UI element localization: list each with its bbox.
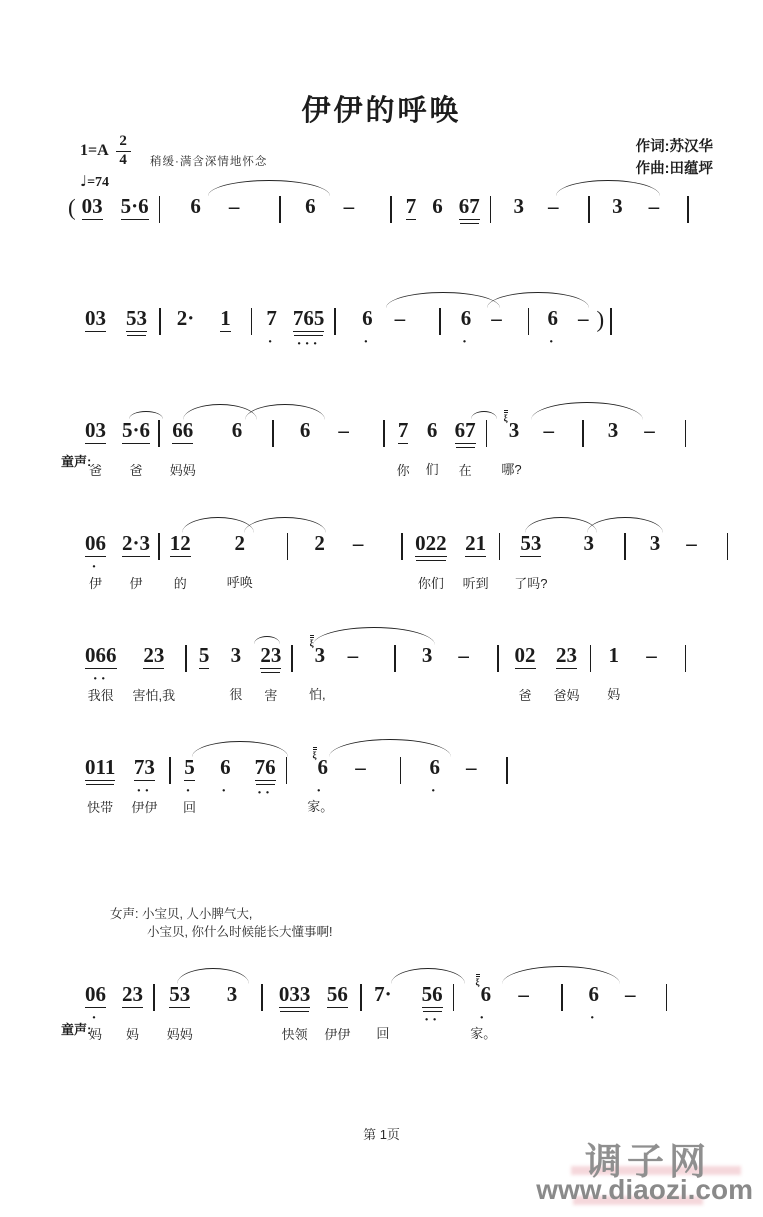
dash-extension: – — [228, 194, 240, 218]
dash-extension: – — [646, 643, 657, 667]
key-signature-block — [80, 134, 131, 191]
note-group: 2 呼唤 — [226, 531, 253, 590]
note-group: 67 — [458, 194, 480, 218]
credits — [636, 137, 713, 181]
note-group: 3 — [649, 531, 661, 555]
lyric-syllable: 家。 — [470, 1026, 497, 1041]
dash-extension: – — [686, 531, 697, 555]
note-group: 6 — [231, 418, 243, 442]
dash-extension: – — [543, 418, 555, 442]
note-group: 53 妈妈 — [166, 982, 193, 1042]
voice-label: 童声: — [61, 1022, 92, 1037]
grace-note: · ξ — [476, 974, 480, 987]
note-group: 03 — [81, 194, 103, 218]
note-group: 6 们 — [425, 418, 439, 477]
dash-extension: – — [458, 643, 469, 667]
dash-extension: – — [491, 306, 502, 330]
barline — [159, 196, 161, 223]
notation-line — [85, 977, 667, 1043]
grace-note: ξ — [504, 410, 508, 423]
notation-line — [85, 533, 728, 592]
dash-extension: – — [347, 643, 359, 667]
dash-extension: – — [343, 194, 355, 218]
lyric-syllable: 我很 — [87, 688, 114, 703]
barline — [279, 196, 281, 223]
watermark-site-url: www.diaozi.com — [536, 1174, 753, 1205]
barline — [486, 420, 488, 447]
spoken-line-1: 女声: 小宝贝, 人小脾气大, — [110, 907, 253, 921]
barline — [272, 420, 274, 447]
barline — [394, 645, 396, 672]
note-group: ξ 3 怕, — [309, 645, 326, 703]
note-group: ·· 066 我很 — [85, 645, 117, 704]
note-group: 67 在 — [454, 418, 476, 478]
notation-line — [68, 196, 689, 223]
note-group: 2·3 伊 — [122, 531, 151, 591]
lyric-syllable: 害怕,我 — [132, 688, 176, 703]
lyric-syllable: 你 — [396, 463, 410, 478]
barline — [153, 984, 155, 1011]
note-group: ·· 56 — [422, 984, 443, 1008]
grace-note: · ξ — [313, 747, 317, 760]
lyric-syllable: 很 — [229, 687, 243, 702]
note-group: · ξ 6 家。 — [307, 757, 333, 815]
note-group: 7 你 — [396, 418, 410, 478]
lyric-syllable: 的 — [173, 576, 187, 591]
notation-line — [85, 638, 686, 704]
barline — [610, 308, 612, 335]
note-group: · 6 — [461, 308, 472, 331]
note-group: 3 — [607, 418, 619, 442]
lyric-syllable: 妈 — [125, 1027, 139, 1042]
barline — [506, 757, 508, 784]
note-group: · 06 妈 — [85, 984, 106, 1043]
barline — [590, 645, 592, 672]
lyric-syllable: 伊伊 — [131, 800, 158, 815]
note-group: 022 你们 — [415, 531, 447, 591]
barline — [401, 533, 403, 560]
intro-close-paren: ) — [596, 307, 605, 332]
note-group: 23 爸妈 — [553, 643, 580, 703]
barline — [582, 420, 584, 447]
note-group: 3 — [421, 643, 433, 667]
lyric-syllable: 回 — [376, 1026, 390, 1041]
key-value: 1=A — [80, 142, 109, 160]
lyric-syllable: 们 — [425, 462, 439, 477]
barline — [286, 757, 288, 784]
note-group: 23 妈 — [122, 982, 143, 1042]
barline — [158, 533, 160, 560]
lyric-syllable: 爸 — [518, 688, 532, 703]
note-group: 23 害怕,我 — [132, 643, 176, 703]
note-group: 1 — [220, 306, 231, 330]
note-group: 53 — [126, 306, 147, 330]
note-group: 5 — [198, 643, 210, 667]
note-group: 21 听到 — [462, 531, 489, 591]
barline — [453, 984, 455, 1011]
note-group: 3 — [513, 194, 524, 218]
tempo-value: =74 — [87, 174, 110, 190]
lyric-syllable: 你们 — [417, 576, 444, 591]
note-group: · 6 — [589, 984, 600, 1007]
barline — [251, 308, 253, 335]
barline — [159, 308, 161, 335]
note-group: · 6 — [547, 308, 558, 331]
barline — [685, 420, 687, 447]
voice-label: 女声: — [110, 907, 139, 921]
barline — [334, 308, 336, 335]
dash-extension: – — [352, 531, 364, 555]
note-group: 56 伊伊 — [324, 982, 351, 1042]
note-group: 5·6 爸 — [122, 418, 151, 478]
note-group: 7 — [405, 194, 417, 218]
dash-extension: – — [644, 418, 655, 442]
barline — [158, 420, 160, 447]
lyric-syllable: 妈 — [88, 1027, 102, 1042]
lyric-syllable: 了吗? — [514, 576, 548, 591]
barline — [499, 533, 501, 560]
lyric-syllable: 伊 — [88, 576, 102, 591]
dash-extension: – — [355, 755, 366, 779]
dash-extension: – — [394, 306, 406, 330]
note-group: 6 — [190, 194, 201, 218]
note-group: 2· — [176, 306, 195, 330]
note-group: ··· 765 — [293, 308, 325, 332]
note-group: ·· 76 — [255, 757, 276, 781]
slur — [245, 404, 325, 420]
note-group: 7· 回 — [374, 982, 392, 1041]
expression-marking: 稍缓·满含深情地怀念 — [150, 156, 268, 168]
note-group: 2 — [314, 531, 325, 555]
barline — [383, 420, 385, 447]
lyric-syllable: 伊伊 — [324, 1027, 351, 1042]
lyric-syllable: 怕, — [309, 687, 326, 702]
dash-extension: – — [625, 982, 636, 1006]
note-group: 5·6 — [120, 194, 149, 218]
lyric-syllable: 伊 — [129, 576, 143, 591]
barline — [624, 533, 626, 560]
lyricist-credit: 作词:苏汉华 — [635, 139, 713, 155]
barline — [687, 196, 689, 223]
note-group: 3 — [226, 982, 238, 1006]
slur — [313, 627, 435, 645]
note-group: 6 — [299, 418, 311, 442]
tempo-marking — [80, 172, 131, 191]
intro-paren: ( — [68, 195, 76, 220]
lyric-syllable: 哪? — [501, 462, 522, 477]
note-group: 033 快领 — [278, 982, 311, 1042]
note-group: 03 — [85, 306, 106, 330]
note-group: · 6 — [362, 308, 373, 331]
barline — [400, 757, 402, 784]
lyric-syllable: 爸妈 — [553, 688, 580, 703]
notation-line — [85, 413, 686, 479]
note-group: · 7 — [266, 308, 277, 331]
note-group: · ξ 6 家。 — [470, 984, 496, 1042]
lyric-syllable: 妈妈 — [166, 1027, 193, 1042]
note-group: 12 的 — [169, 531, 191, 591]
lyric-syllable: 快领 — [281, 1027, 308, 1042]
barline — [439, 308, 441, 335]
note-group: 6 — [305, 194, 316, 218]
lyric-syllable: 快带 — [87, 800, 114, 815]
barline — [727, 533, 729, 560]
barline — [390, 196, 392, 223]
barline — [287, 533, 289, 560]
meter-numerator: 2 — [119, 133, 127, 149]
barline — [169, 757, 171, 784]
lyric-syllable: 听到 — [462, 576, 489, 591]
composer-credit: 作曲:田蕴坪 — [635, 160, 713, 177]
note-group: ·· 73 伊伊 — [131, 757, 157, 816]
barline — [685, 645, 687, 672]
dash-extension: – — [547, 194, 559, 218]
note-group: 011 快带 — [85, 755, 116, 815]
lyric-syllable: 在 — [458, 463, 472, 478]
key-signature — [80, 134, 131, 169]
voice-label: 童声: — [61, 454, 92, 469]
barline — [261, 984, 263, 1011]
barline — [497, 645, 499, 672]
page-number: 第 1页 — [363, 1127, 400, 1142]
meter-denominator: 4 — [119, 151, 127, 168]
note-group: 23 害 — [260, 643, 282, 703]
lyric-syllable: 妈 — [607, 687, 621, 702]
dash-extension: – — [518, 982, 529, 1006]
meter-fraction — [116, 134, 131, 169]
note-group: 03 爸 — [85, 418, 106, 478]
dash-extension: – — [465, 755, 477, 779]
lyric-syllable: 回 — [183, 800, 197, 815]
barline — [291, 645, 293, 672]
barline — [360, 984, 362, 1011]
note-group: · 6 — [220, 757, 231, 780]
slur — [556, 180, 660, 196]
note-group: 53 了吗? — [514, 531, 548, 591]
slur — [487, 292, 589, 308]
lyric-syllable: 爸 — [129, 463, 143, 478]
barline — [528, 308, 530, 335]
notation-line — [85, 308, 612, 335]
barline — [490, 196, 492, 223]
note-group: · 6 — [429, 757, 440, 780]
lyric-syllable: 呼唤 — [226, 575, 253, 590]
lyric-syllable: 爸 — [88, 463, 102, 478]
barline — [185, 645, 187, 672]
note-group: 3 很 — [229, 643, 243, 702]
spoken-lines — [110, 905, 332, 941]
spoken-line-2: 小宝贝, 你什么时候能长大懂事啊! — [147, 925, 333, 940]
page-title: 伊伊的呼唤 — [301, 95, 462, 127]
barline — [666, 984, 668, 1011]
lyric-syllable: 害 — [264, 688, 278, 703]
note-group: 02 爸 — [514, 643, 536, 703]
note-group: 1 妈 — [607, 643, 621, 702]
grace-note: ξ — [310, 635, 314, 648]
quarter-note-icon: ♩ — [80, 171, 88, 190]
barline — [561, 984, 563, 1011]
note-group: 66 妈妈 — [169, 418, 196, 478]
note-group: · 5 回 — [183, 757, 196, 816]
lyric-syllable: 妈妈 — [169, 463, 196, 478]
barline — [588, 196, 590, 223]
note-group: · 06 伊 — [85, 533, 106, 592]
watermark-site-name: 调子网 — [585, 1141, 711, 1182]
note-group: 6 — [432, 194, 443, 218]
lyric-syllable: 家。 — [307, 799, 334, 814]
note-group: ξ 3 哪? — [501, 420, 521, 478]
dash-extension: – — [648, 194, 660, 218]
note-group: 3 — [583, 531, 595, 555]
note-group: 3 — [612, 194, 623, 218]
notation-line — [85, 750, 508, 816]
dash-extension: – — [577, 306, 589, 330]
dash-extension: – — [338, 418, 349, 442]
